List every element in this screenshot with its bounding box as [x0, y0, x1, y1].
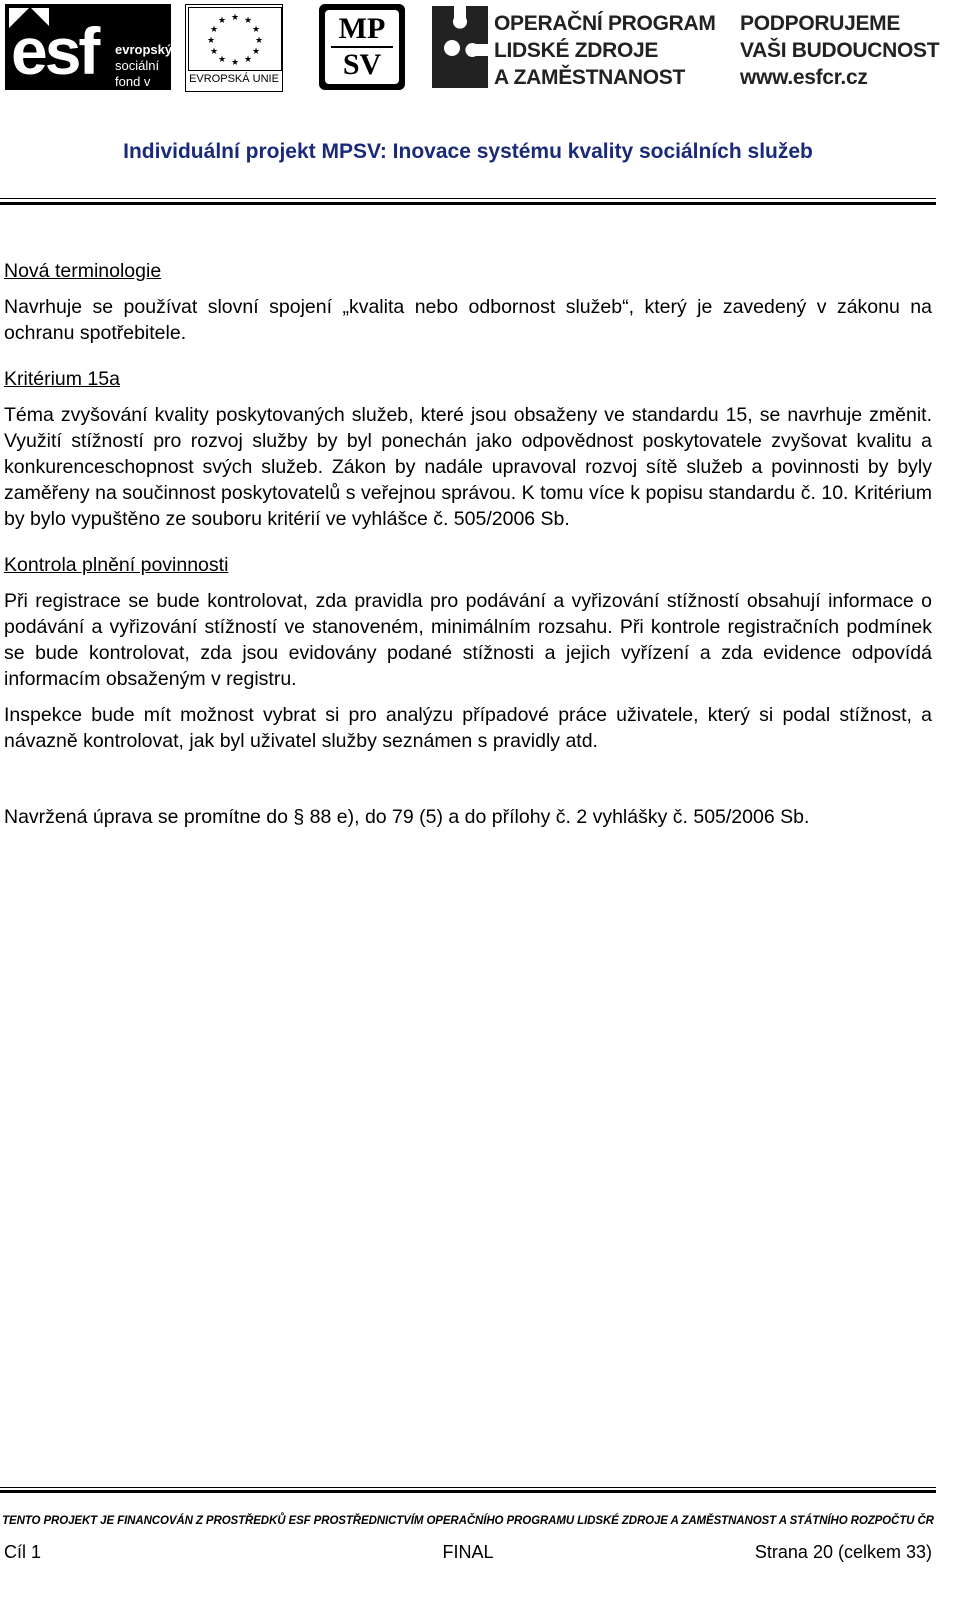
op-logo-text [494, 10, 716, 91]
esf-caption-line: sociální [115, 58, 160, 73]
mpsv-bottom-text: SV [342, 48, 382, 81]
header-divider-thick [0, 202, 936, 205]
svg-text:★: ★ [243, 54, 253, 64]
svg-text:★: ★ [209, 24, 219, 34]
svg-text:★: ★ [217, 15, 227, 25]
footer-goal: Cíl 1 [4, 1542, 42, 1562]
paragraph: Při registrace se bude kontrolovat, zda pravidla pro podávání a vyřizování stížností obsahují informace o podávání a vyřizování stížností ve stanoveném, minimálním rozsahu. Při kontrole registračních podmínek se bude kontrolovat, zda jsou evidovány podané stížnosti a jejich vyřízení a zda evidence odpovídá informacím obsaženým v registru. [4, 590, 932, 690]
footer-divider-thick [0, 1490, 936, 1493]
svg-text:★: ★ [251, 46, 261, 56]
logo-strip [0, 0, 960, 105]
footer-divider [0, 1487, 936, 1488]
section-heading-control: Kontrola plnění povinnosti [4, 554, 229, 576]
op-line: LIDSKÉ ZDROJE [494, 39, 659, 62]
eu-flag-icon [188, 7, 282, 71]
support-line: PODPORUJEME [740, 12, 901, 35]
eu-logo [185, 4, 283, 92]
svg-text:★: ★ [251, 24, 261, 34]
footer-status: FINAL [442, 1542, 494, 1562]
puzzle-icon [430, 4, 490, 90]
svg-text:★: ★ [230, 57, 240, 67]
esf-caption-line: fond v ČR [115, 74, 151, 105]
funding-note: TENTO PROJEKT JE FINANCOVÁN Z PROSTŘEDKŮ ESF PROSTŘEDNICTVÍM OPERAČNÍHO PROGRAMU LIDSKÉ ZDROJE A ZAMĚSTNANOST A STÁTNÍHO ROZPOČTU ČR [2, 1515, 934, 1527]
svg-text:★: ★ [243, 15, 253, 25]
page-title: Individuální projekt MPSV: Inovace systému kvality sociálních služeb [123, 140, 813, 163]
esf-caption [115, 42, 172, 106]
svg-text:★: ★ [209, 46, 219, 56]
paragraph: Téma zvyšování kvality poskytovaných služeb, které jsou obsaženy ve standardu 15, se navrhuje změnit. Využití stížností pro rozvoj služby by byl ponechán jako odpovědnost poskytovatele zvyšovat kvalitu a konkurenceschopnost svých služeb. Zákon by nadále upravoval rozvoj sítě služeb a povinnosti by byly zaměřeny na součinnost poskytovatelů s veřejnou správou. K tomu více k popisu standardu č. 10. Kritérium by bylo vypuštěno ze souboru kritérií ve vyhlášce č. 505/2006 Sb. [4, 404, 932, 530]
page-number: Strana 20 (celkem 33) [754, 1542, 932, 1562]
esf-wordmark: esf [11, 14, 98, 88]
support-url: www.esfcr.cz [740, 66, 868, 89]
support-logo-text [740, 10, 939, 91]
svg-text:★: ★ [230, 12, 240, 22]
mpsv-logo [319, 4, 405, 90]
support-line: VAŠI BUDOUCNOST [740, 39, 940, 62]
mpsv-top-text: MP [338, 12, 386, 45]
conclusion-paragraph: Navržená úprava se promítne do § 88 e), do 79 (5) a do přílohy č. 2 vyhlášky č. 505/2006 Sb. [4, 806, 810, 828]
eu-caption: EVROPSKÁ UNIE [189, 73, 279, 85]
paragraph: Navrhuje se používat slovní spojení „kvalita nebo odbornost služeb“, který je zavedený v zákonu na ochranu spotřebitele. [4, 296, 932, 344]
section-heading-criterion: Kritérium 15a [4, 368, 120, 390]
section-heading-terminology: Nová terminologie [4, 260, 162, 282]
paragraph: Inspekce bude mít možnost vybrat si pro analýzu případové práce uživatele, který si podal stížnost, a návazně kontrolovat, jak byl uživatel služby seznámen s pravidly atd. [4, 704, 932, 752]
svg-text:★: ★ [217, 54, 227, 64]
esf-caption-line: evropský [115, 42, 173, 57]
esf-logo [5, 4, 173, 105]
svg-text:★: ★ [206, 35, 216, 45]
document-body [4, 258, 932, 830]
header-divider [0, 198, 936, 199]
op-line: A ZAMĚSTNANOST [494, 66, 686, 89]
op-line: OPERAČNÍ PROGRAM [494, 12, 716, 35]
svg-text:★: ★ [254, 35, 264, 45]
